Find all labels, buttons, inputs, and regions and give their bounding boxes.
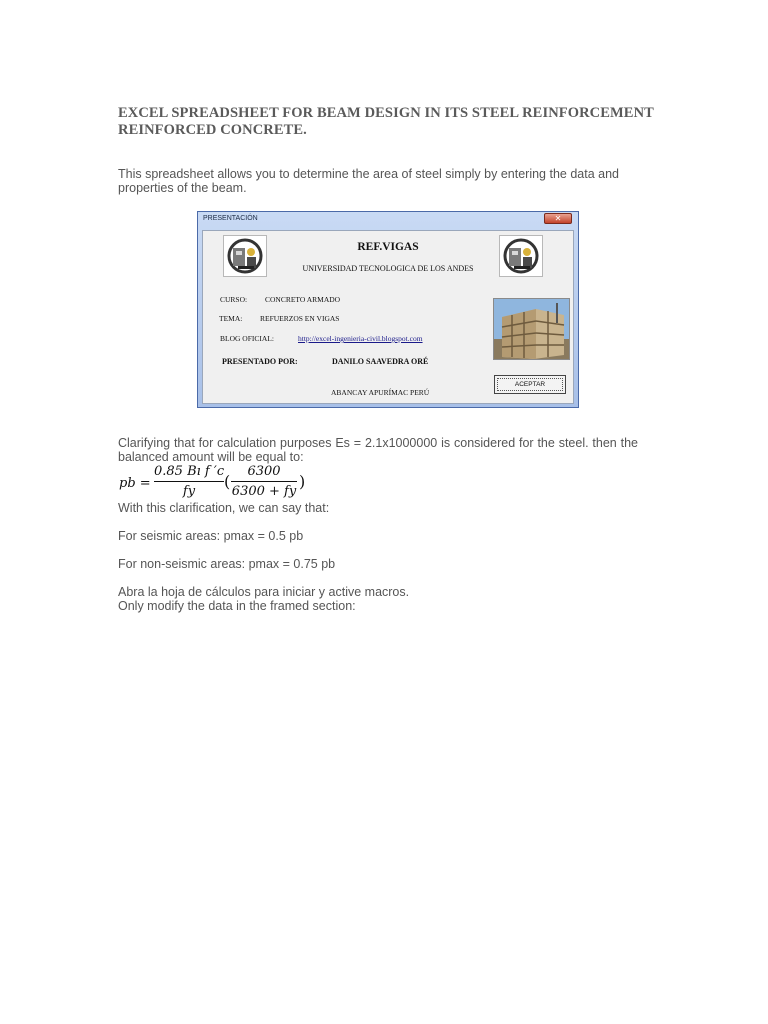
clarify-paragraph: Clarifying that for calculation purposes Es = 2.1x1000000 is considered for the steel. then the balanced amount will be equal to: xyxy=(118,436,638,464)
presentado-value: DANILO SAAVEDRA ORÉ xyxy=(332,357,429,366)
macros-text: Abra la hoja de cálculos para iniciar y active macros. xyxy=(118,585,410,599)
modify-text: Only modify the data in the framed section: xyxy=(118,599,356,613)
formula-lhs: pb = xyxy=(119,476,151,491)
presentado-label: PRESENTADO POR: xyxy=(222,357,298,366)
formula-numerator-1: 0.85 Bı f ′c xyxy=(154,464,225,479)
close-icon: ✕ xyxy=(544,213,572,224)
tema-label: TEMA: xyxy=(219,314,243,323)
nonseismic-text: For non-seismic areas: pmax = 0.75 pb xyxy=(118,557,336,571)
location-label: ABANCAY APURÍMAC PERÚ xyxy=(331,388,430,397)
formula-close-paren: ) xyxy=(299,472,306,491)
document-title: EXCEL SPREADSHEET FOR BEAM DESIGN IN ITS STEEL REINFORCEMENT REINFORCED CONCRETE. xyxy=(118,105,654,138)
formula-open-paren: ( xyxy=(224,472,231,491)
clarification-text: With this clarification, we can say that: xyxy=(118,501,330,515)
aceptar-button: ACEPTAR xyxy=(494,375,566,394)
blog-link: http://excel-ingenieria-civil.blogspot.com xyxy=(298,334,423,343)
dialog-heading: REF.VIGAS xyxy=(357,241,419,253)
curso-label: CURSO: xyxy=(220,295,248,304)
tema-value: REFUERZOS EN VIGAS xyxy=(260,314,340,323)
seismic-text: For seismic areas: pmax = 0.5 pb xyxy=(118,529,304,543)
curso-value: CONCRETO ARMADO xyxy=(265,295,341,304)
formula-fraction-2 xyxy=(231,464,297,499)
formula-denominator-1: fy xyxy=(182,484,196,499)
formula-fraction-1 xyxy=(154,464,224,499)
presentation-dialog-image xyxy=(197,211,579,408)
intro-paragraph: This spreadsheet allows you to determine the area of steel simply by entering the data and properties of the beam. xyxy=(118,167,619,195)
dialog-titlebar: PRESENTACIÓN xyxy=(203,215,258,222)
blog-label: BLOG OFICIAL: xyxy=(220,334,274,343)
building-construction-photo xyxy=(493,298,570,360)
dialog-body xyxy=(202,230,574,404)
formula-denominator-2: 6300 + fy xyxy=(231,484,297,499)
formula-numerator-2: 6300 xyxy=(247,464,281,479)
university-name: UNIVERSIDAD TECNOLOGICA DE LOS ANDES xyxy=(302,264,474,273)
